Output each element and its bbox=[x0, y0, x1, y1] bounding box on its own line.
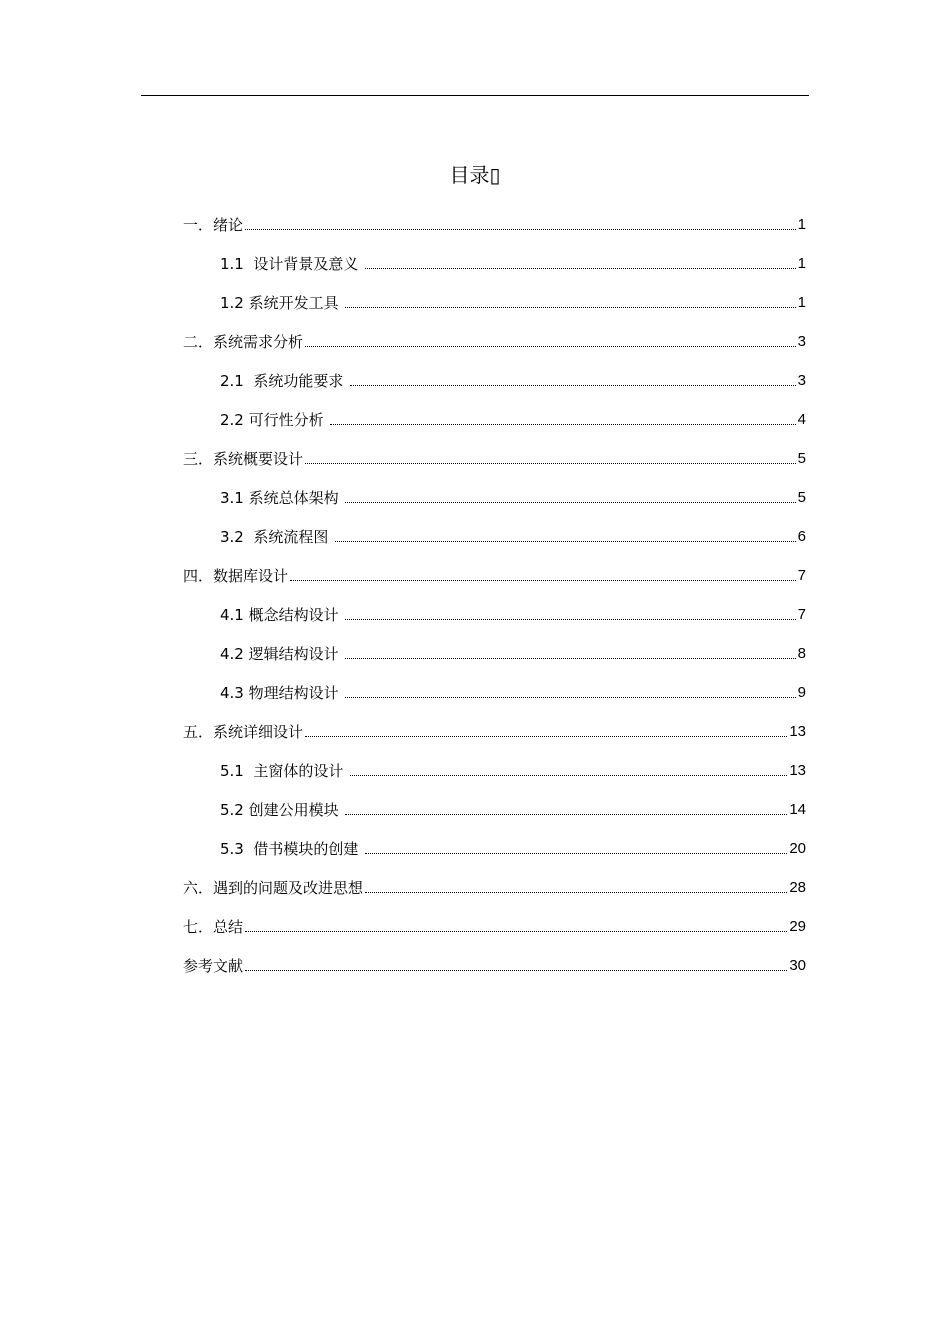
toc-dot-leader bbox=[350, 775, 787, 776]
toc-entry-label: 3.1 系统总体架构 bbox=[220, 489, 344, 507]
header-rule bbox=[141, 95, 809, 96]
toc-entry-page-number: 9 bbox=[797, 684, 806, 701]
toc-entry-label: 5.1 主窗体的设计 bbox=[220, 762, 349, 780]
toc-entry-page-number: 4 bbox=[797, 411, 806, 428]
table-of-contents bbox=[183, 205, 806, 985]
toc-entry[interactable] bbox=[183, 868, 806, 907]
toc-entry[interactable] bbox=[183, 556, 806, 595]
toc-entry[interactable] bbox=[183, 712, 806, 751]
toc-dot-leader bbox=[365, 268, 795, 269]
toc-entry-page-number: 7 bbox=[797, 567, 806, 584]
toc-dot-leader bbox=[345, 697, 795, 698]
toc-entry-page-number: 8 bbox=[797, 645, 806, 662]
toc-entry[interactable] bbox=[183, 322, 806, 361]
toc-dot-leader bbox=[245, 229, 796, 230]
toc-entry[interactable] bbox=[183, 517, 806, 556]
toc-entry[interactable] bbox=[183, 244, 806, 283]
toc-entry-page-number: 1 bbox=[797, 255, 806, 272]
toc-dot-leader bbox=[345, 814, 787, 815]
toc-entry-label: 5.3 借书模块的创建 bbox=[220, 840, 364, 858]
toc-entry-page-number: 20 bbox=[789, 840, 806, 857]
toc-dot-leader bbox=[345, 502, 795, 503]
title-marker: ▯ bbox=[489, 163, 501, 187]
toc-entry-page-number: 1 bbox=[797, 216, 806, 233]
toc-entry-page-number: 3 bbox=[797, 333, 806, 350]
toc-entry-page-number: 5 bbox=[797, 489, 806, 506]
toc-dot-leader bbox=[245, 970, 787, 971]
toc-entry-label: 4.3 物理结构设计 bbox=[220, 684, 344, 702]
toc-entry[interactable] bbox=[183, 829, 806, 868]
toc-entry[interactable] bbox=[183, 478, 806, 517]
toc-entry[interactable] bbox=[183, 400, 806, 439]
toc-entry-label: 七．总结 bbox=[183, 918, 244, 936]
toc-dot-leader bbox=[330, 424, 795, 425]
toc-entry[interactable] bbox=[183, 946, 806, 985]
toc-entry-label: 参考文献 bbox=[183, 957, 244, 975]
toc-entry[interactable] bbox=[183, 439, 806, 478]
toc-entry[interactable] bbox=[183, 751, 806, 790]
toc-entry-label: 五．系统详细设计 bbox=[183, 723, 304, 741]
toc-entry[interactable] bbox=[183, 205, 806, 244]
toc-dot-leader bbox=[365, 892, 787, 893]
toc-entry[interactable] bbox=[183, 790, 806, 829]
toc-dot-leader bbox=[305, 736, 787, 737]
toc-entry[interactable] bbox=[183, 634, 806, 673]
toc-entry-label: 二．系统需求分析 bbox=[183, 333, 304, 351]
toc-entry-label: 三．系统概要设计 bbox=[183, 450, 304, 468]
toc-entry-label: 一．绪论 bbox=[183, 216, 244, 234]
toc-dot-leader bbox=[350, 385, 795, 386]
toc-entry-label: 2.2 可行性分析 bbox=[220, 411, 329, 429]
toc-entry[interactable] bbox=[183, 673, 806, 712]
toc-dot-leader bbox=[345, 619, 795, 620]
toc-dot-leader bbox=[305, 463, 796, 464]
toc-entry-label: 1.2 系统开发工具 bbox=[220, 294, 344, 312]
toc-entry-page-number: 6 bbox=[797, 528, 806, 545]
toc-entry-label: 5.2 创建公用模块 bbox=[220, 801, 344, 819]
toc-entry-label: 4.2 逻辑结构设计 bbox=[220, 645, 344, 663]
toc-entry[interactable] bbox=[183, 595, 806, 634]
toc-entry-page-number: 29 bbox=[789, 918, 806, 935]
toc-dot-leader bbox=[345, 307, 795, 308]
toc-entry-label: 3.2 系统流程图 bbox=[220, 528, 334, 546]
toc-dot-leader bbox=[245, 931, 787, 932]
toc-entry-label: 六．遇到的问题及改进思想 bbox=[183, 879, 364, 897]
toc-entry-label: 2.1 系统功能要求 bbox=[220, 372, 349, 390]
toc-dot-leader bbox=[365, 853, 787, 854]
toc-entry-page-number: 5 bbox=[797, 450, 806, 467]
toc-entry-label: 四．数据库设计 bbox=[183, 567, 289, 585]
toc-dot-leader bbox=[305, 346, 796, 347]
toc-entry[interactable] bbox=[183, 907, 806, 946]
toc-entry-label: 1.1 设计背景及意义 bbox=[220, 255, 364, 273]
page-title bbox=[0, 160, 950, 190]
toc-entry-page-number: 7 bbox=[797, 606, 806, 623]
toc-entry[interactable] bbox=[183, 283, 806, 322]
toc-entry-page-number: 3 bbox=[797, 372, 806, 389]
toc-entry-page-number: 28 bbox=[789, 879, 806, 896]
toc-dot-leader bbox=[335, 541, 795, 542]
toc-entry-page-number: 13 bbox=[789, 723, 806, 740]
toc-dot-leader bbox=[345, 658, 795, 659]
toc-entry-page-number: 30 bbox=[789, 957, 806, 974]
toc-entry[interactable] bbox=[183, 361, 806, 400]
toc-entry-page-number: 13 bbox=[789, 762, 806, 779]
toc-entry-label: 4.1 概念结构设计 bbox=[220, 606, 344, 624]
toc-entry-page-number: 1 bbox=[797, 294, 806, 311]
toc-entry-page-number: 14 bbox=[789, 801, 806, 818]
toc-dot-leader bbox=[290, 580, 796, 581]
title-text: 目录 bbox=[449, 163, 490, 187]
